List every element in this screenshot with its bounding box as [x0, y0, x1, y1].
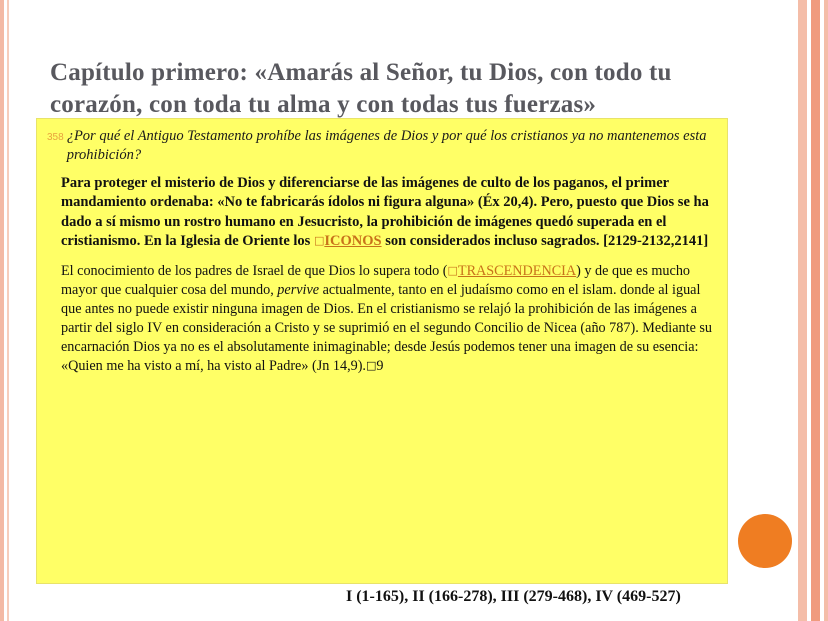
answer-bold-part2: son considerados incluso sagrados. [2129-2132,2141] [381, 233, 709, 250]
stripe-white-wide [9, 0, 36, 621]
question-text: ¿Por qué el Antiguo Testamento prohíbe las imágenes de Dios y por qué los cristianos ya no mantenemos esta prohibición? [66, 128, 707, 164]
answer-body-paragraph [61, 262, 715, 377]
answer-body-part1: El conocimiento de los padres de Israel de que Dios lo supera todo ( [61, 262, 448, 279]
stripe-orange [811, 0, 820, 621]
answer-bold-paragraph [61, 174, 715, 252]
stripe-pink [798, 0, 807, 621]
box-glyph-icon-2: □ [447, 263, 458, 277]
right-decorative-stripes [792, 0, 828, 621]
box-glyph-icon-3: □ [365, 359, 377, 373]
slide-canvas [36, 0, 792, 621]
content-panel [36, 118, 728, 584]
answer-body-part3: actualmente, tanto en el judaísmo como en el islam. donde al igual que antes no puede existir ninguna imagen de Dios. En el cristianismo se relajó la prohibición de las imágenes a partir del siglo IV en consideración a Cristo y se suprimió en el segundo Concilio de Nicea (año 787). Mediante su encarnación Dios ya no es el absolutamente inimaginable; desde Jesús podemos tener una imagen de su esencia: «Quien me ha visto a mí, ha visto al Padre» (Jn 14,9). [61, 281, 713, 375]
trascendencia-link[interactable]: TRASCENDENCIA [457, 262, 577, 279]
question-block [47, 127, 715, 166]
box-glyph-icon: □ [313, 234, 325, 248]
stripe-pink-thin [824, 0, 828, 621]
footer-reference: I (1-165), II (166-278), III (279-468), IV (469-527) [346, 588, 681, 605]
question-number: 358 [47, 132, 64, 143]
answer-body-end: 9 [376, 358, 384, 375]
orange-circle-decoration [738, 514, 792, 568]
left-decorative-stripes [0, 0, 36, 621]
answer-body-italic: pervive [277, 281, 320, 298]
answer-body-part2: ) y de que es mucho mayor que cualquier cosa del mundo, [61, 262, 691, 298]
page-title: Capítulo primero: «Amarás al Señor, tu Dios, con todo tu corazón, con toda tu alma y con todas tus fuerzas» [50, 58, 672, 118]
answer-bold-part1: Para proteger el misterio de Dios y diferenciarse de las imágenes de culto de los paganos, el primer mandamiento ordenaba: «No te fabricarás ídolos ni figura alguna» (Éx 20,4). Pero, puesto que Dios se ha dado a sí mismo un rostro humano en Jesucristo, la prohibición de imágenes quedó superada en el cristianismo. En la Iglesia de Oriente los [61, 174, 709, 250]
iconos-link[interactable]: ICONOS [324, 233, 382, 250]
